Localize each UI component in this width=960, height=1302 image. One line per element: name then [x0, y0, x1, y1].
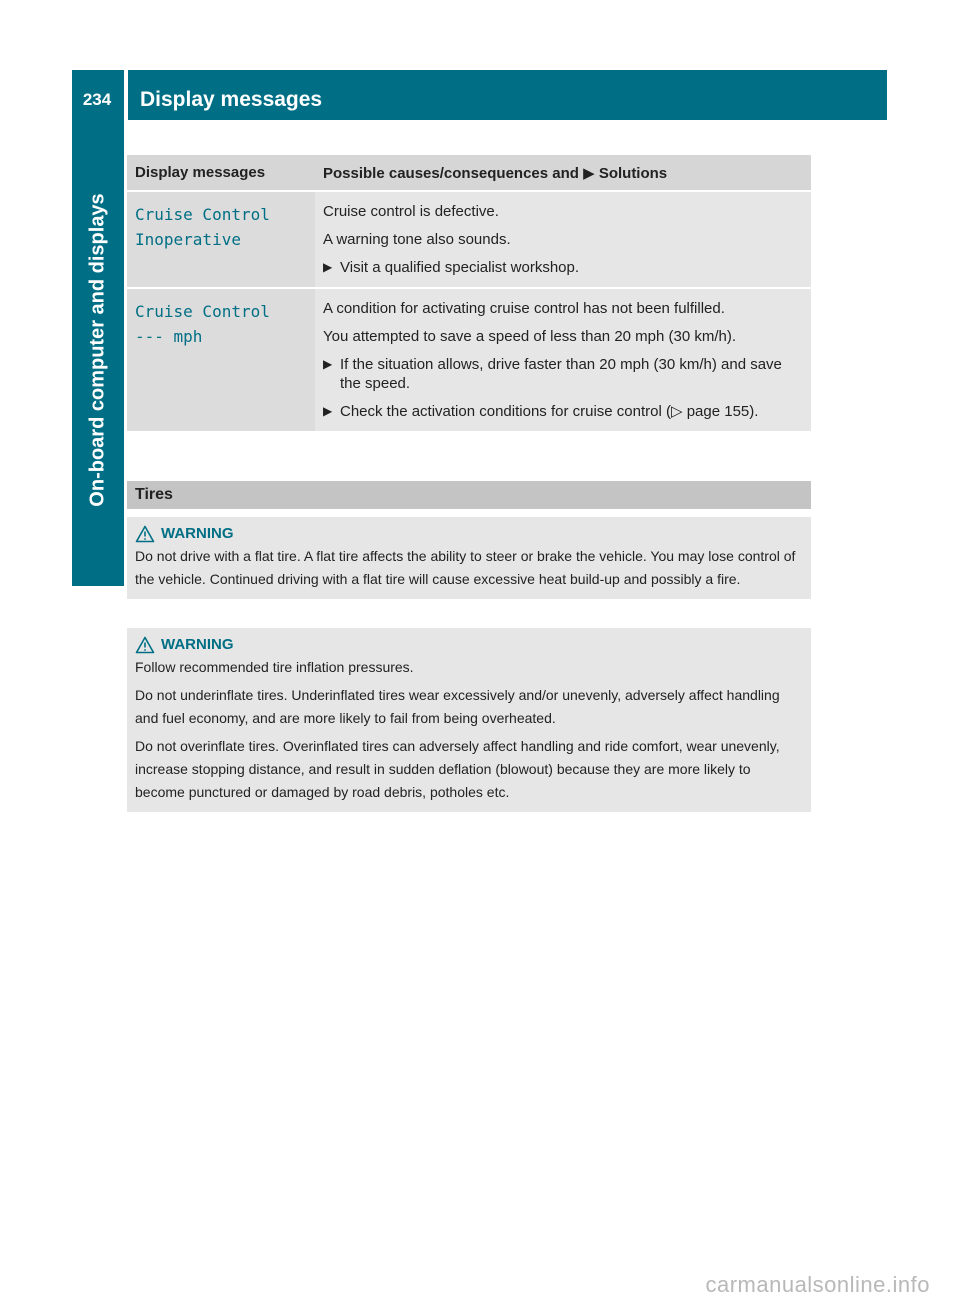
warning-text: Do not drive with a flat tire. A flat tire affects the ability to steer or brake the vehicle. You may lose control of the vehicle. Continued driving with a flat tire will cause excessive heat build-up and possibly a fire. — [135, 548, 796, 587]
header-divider — [124, 70, 128, 120]
solution-step — [323, 402, 803, 421]
warning-text: Do not underinflate tires. Underinflated tires wear excessively and/or unevenly, adversely affect handling and fuel economy, and are more likely to fail from being overheated. — [135, 687, 780, 726]
tires-section-heading: Tires — [127, 481, 811, 509]
site-watermark: carmanualsonline.info — [705, 1272, 930, 1297]
table-header-row — [127, 155, 811, 191]
message-cell — [127, 191, 315, 288]
warning-text: Do not overinflate tires. Overinflated tires can adversely affect handling and ride comfort, wear unevenly, increase stopping distance, and result in sudden deflation (blowout) because they are more likely to become punctured or damaged by road debris, potholes etc. — [135, 738, 780, 800]
display-messages-table — [127, 155, 811, 431]
message-cell — [127, 288, 315, 431]
arrow-right-icon: ▶ — [323, 260, 333, 274]
arrow-right-icon: ▶ — [323, 357, 333, 371]
cause-text: You attempted to save a speed of less than 20 mph (30 km/h). — [323, 328, 737, 345]
cause-text: A condition for activating cruise control has not been fulfilled. — [323, 300, 725, 317]
solution-step-text: Visit a qualified specialist workshop. — [340, 259, 580, 276]
warning-title-text: WARNING — [161, 636, 234, 653]
column-header-messages: Display messages — [127, 155, 315, 191]
page-number: 234 — [82, 90, 112, 109]
chapter-side-label-text: On-board computer and displays — [86, 193, 109, 507]
solution-cell — [315, 288, 811, 431]
cause-text: A warning tone also sounds. — [323, 231, 511, 248]
warning-triangle-icon — [135, 525, 155, 543]
message-text-line: --- mph — [135, 327, 203, 346]
solution-step-text: Check the activation conditions for cruise control (▷ page 155). — [340, 403, 759, 420]
solution-step — [323, 258, 803, 277]
warning-title — [135, 634, 803, 656]
warning-box — [127, 517, 811, 599]
solution-cell — [315, 191, 811, 288]
message-text-line: Cruise Control — [135, 302, 270, 321]
warning-title-text: WARNING — [161, 525, 234, 542]
message-text-line: Inoperative — [135, 230, 241, 249]
warning-box — [127, 628, 811, 812]
column-header-solutions: Possible causes/consequences and ▶ Solutions — [315, 155, 811, 191]
cause-text: Cruise control is defective. — [323, 203, 499, 220]
solution-step — [323, 355, 803, 393]
table-row — [127, 288, 811, 431]
warning-text: Follow recommended tire inflation pressures. — [135, 659, 414, 675]
warning-triangle-icon — [135, 636, 155, 654]
warning-title — [135, 523, 803, 545]
solution-step-text: If the situation allows, drive faster than 20 mph (30 km/h) and save the speed. — [340, 356, 782, 392]
table-row — [127, 191, 811, 288]
message-text-line: Cruise Control — [135, 205, 270, 224]
page-section-title: Display messages — [140, 88, 323, 111]
arrow-right-icon: ▶ — [323, 404, 333, 418]
